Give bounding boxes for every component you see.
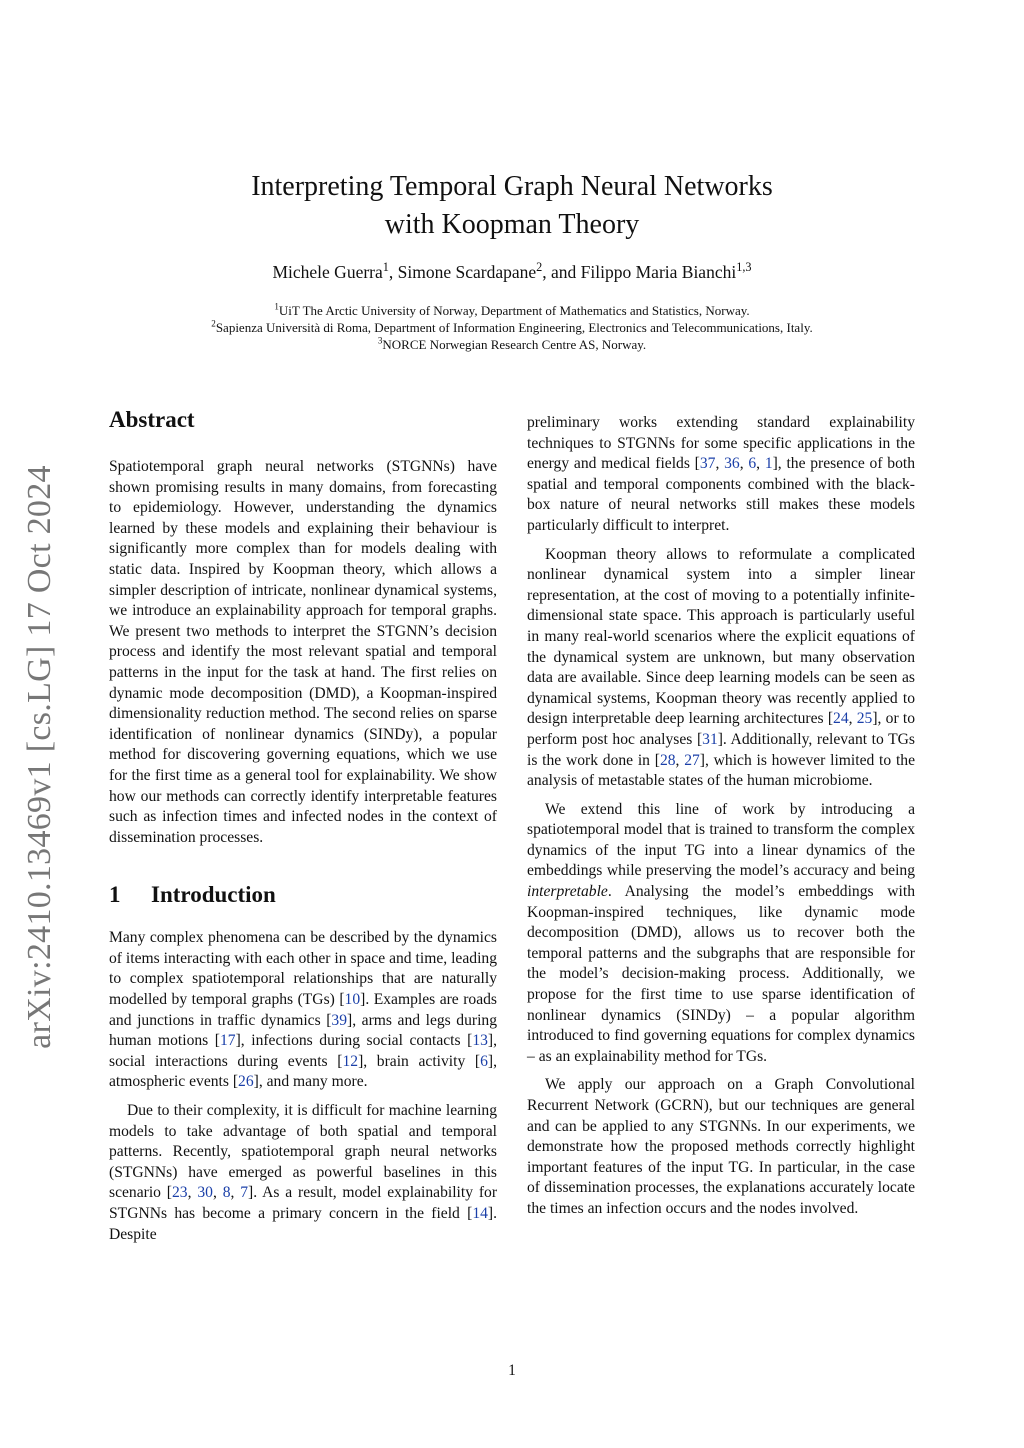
paper-title xyxy=(0,168,1024,244)
citation-link[interactable]: 14 xyxy=(472,1205,488,1222)
text-run: , xyxy=(756,455,765,473)
citation-link[interactable]: 27 xyxy=(684,751,700,769)
right-paragraph-2 xyxy=(527,545,915,792)
citation-link[interactable]: 23 xyxy=(172,1184,188,1202)
section-number: 1 xyxy=(109,882,121,908)
right-column xyxy=(527,413,915,1228)
author-name: Filippo Maria Bianchi xyxy=(580,262,737,282)
affil-text: Sapienza Università di Roma, Department of Information Engineering, Electronics and Telecommunications, Italy. xyxy=(215,320,813,335)
emphasis: interpretable xyxy=(527,883,608,901)
abstract-text: Spatiotemporal graph neural networks (STGNNs) have shown promising results in many domains, from forecasting to epidemiology. However, understanding the dynamics learned by these models and explaining their behaviour is significantly more complex than for models dealing with static data. Inspired by Koopman theory, which allows a simpler description of intricate, nonlinear dynamical systems, we introduce an explainability approach for temporal graphs. We present two methods to interpret the STGNN’s decision process and identify the most relevant spatial and temporal patterns in the input for the task at hand. The first relies on dynamic mode decomposition (DMD), a Koopman-inspired dimensionality reduction method. The second relies on sparse identification of nonlinear dynamics (SINDy), a popular method for discovering governing equations, which we use for the first time as a general tool for explainability. We show how our methods can correctly identify interpretable features such as infection times and infected nodes in the context of dissemination processes. xyxy=(109,458,497,846)
text-run: , xyxy=(230,1184,241,1202)
affil-text: NORCE Norwegian Research Centre AS, Norway. xyxy=(382,337,647,352)
section-heading-introduction xyxy=(109,880,497,910)
affiliations xyxy=(0,302,1024,353)
citation-link[interactable]: 39 xyxy=(331,1011,347,1029)
citation-link[interactable]: 6 xyxy=(748,455,757,473)
right-paragraph-3 xyxy=(527,800,915,1068)
text-run: ]. Examples are roads and junctions in traffic dynamics [ xyxy=(109,991,498,1029)
citation-link[interactable]: 8 xyxy=(222,1184,231,1202)
text-run: Many complex phenomena can be described by the dynamics of items interacting with each other in space and time, leading to complex spatiotemporal relationships that are naturally modelled by temporal graphs (TGs) [ xyxy=(109,929,497,1009)
citation-link[interactable]: 12 xyxy=(342,1052,359,1070)
text-run: ], infections during social contacts [ xyxy=(235,1032,473,1050)
text-run: ]. Despite xyxy=(109,1205,497,1243)
left-column xyxy=(109,405,497,1253)
citation-link[interactable]: 36 xyxy=(724,455,740,473)
affil-text: UiT The Arctic University of Norway, Department of Mathematics and Statistics, Norway. xyxy=(278,303,750,318)
affil-sup: 1 xyxy=(274,301,279,312)
citation-link[interactable]: 25 xyxy=(856,710,873,728)
text-run: ], or to perform post hoc analyses [ xyxy=(527,710,915,748)
text-run: , xyxy=(675,751,685,769)
author-affil-sup: 1,3 xyxy=(736,260,752,275)
text-run: , xyxy=(187,1184,198,1202)
citation-link[interactable]: 28 xyxy=(659,751,676,769)
citation-link[interactable]: 24 xyxy=(833,710,849,728)
title-line-1: Interpreting Temporal Graph Neural Networks xyxy=(251,171,773,202)
arxiv-id: arXiv:2410.13469v1 [cs.LG] 17 Oct 2024 xyxy=(21,465,58,1049)
text-run: ], the presence of both spatial and temporal components combined with the black-box nature of neural networks still makes these models particularly difficult to interpret. xyxy=(527,455,916,534)
right-paragraph-1 xyxy=(527,413,915,537)
text-run: , xyxy=(848,710,857,728)
author-name: Michele Guerra xyxy=(272,262,383,282)
citation-link[interactable]: 10 xyxy=(344,991,361,1009)
affiliation xyxy=(0,336,1024,353)
affiliation xyxy=(0,302,1024,319)
author-separator: , and xyxy=(542,262,581,282)
arxiv-sidebar-stamp xyxy=(10,457,70,1057)
citation-link[interactable]: 37 xyxy=(699,455,716,473)
page-number: 1 xyxy=(508,1362,516,1379)
abstract-heading: Abstract xyxy=(109,407,195,432)
text-run: ], and many more. xyxy=(253,1073,368,1091)
author-affil-sup: 1 xyxy=(382,260,389,275)
text-run: , xyxy=(212,1184,223,1202)
intro-paragraph-1 xyxy=(109,928,497,1093)
text-run: ]. Additionally, relevant to TGs is the work done in [ xyxy=(527,730,915,769)
title-line-2: with Koopman Theory xyxy=(384,209,640,240)
text-run: We apply our approach on a Graph Convolutional Recurrent Network (GCRN), but our techniques are general and can be applied to any STGNNs. In our experiments, we demonstrate how the proposed methods correctly highlight important features of the input TG. In particular, in the case of dissemination processes, the explanations accurately locate the times an infection occurs and the nodes involved. xyxy=(527,1076,915,1217)
text-run: , xyxy=(739,455,749,473)
text-run: . Analysing the model’s embeddings with Koopman-inspired techniques, like dynamic mode decomposition (DMD), allows us to recover both the temporal patterns and the subgraphs that are responsible for the model’s decision-making process. Additionally, we propose for the first time to use sparse identification of nonlinear dynamics (SINDy) – a popular algorithm introduced to find governing equations for complex dynamics – as an explainability method for TGs. xyxy=(527,883,915,1065)
affil-sup: 3 xyxy=(377,335,383,346)
text-run: ], brain activity [ xyxy=(358,1052,481,1070)
section-title: Introduction xyxy=(151,882,276,908)
text-run: Koopman theory allows to reformulate a complicated nonlinear dynamical system into a simpler linear representation, at the cost of moving to a potentially infinite-dimensional state space. This approach is particularly useful in many real-world scenarios where the explicit equations of the dynamical system are unknown, but many observation data are available. Since deep learning models can be seen as dynamical systems, Koopman theory was recently applied to design interpretable deep learning architectures [ xyxy=(527,545,915,728)
text-run: ], social interactions during events [ xyxy=(109,1032,497,1070)
author-separator: , xyxy=(388,262,398,282)
citation-link[interactable]: 31 xyxy=(702,730,718,748)
text-run: We extend this line of work by introducing a spatiotemporal model that is trained to transform the complex dynamics of the input TG into a linear dynamics of the embeddings while preserving the model’s accuracy and being xyxy=(527,800,915,880)
citation-link[interactable]: 13 xyxy=(472,1032,488,1050)
author-name: Simone Scardapane xyxy=(397,262,537,282)
text-run: , xyxy=(715,455,725,473)
citation-link[interactable]: 30 xyxy=(197,1184,213,1202)
citation-link[interactable]: 1 xyxy=(764,455,773,473)
text-run: ], atmospheric events [ xyxy=(109,1052,497,1091)
citation-link[interactable]: 6 xyxy=(480,1052,488,1070)
text-run: preliminary works extending standard explainability techniques to STGNNs for some specific applications in the energy and medical fields [ xyxy=(527,414,915,473)
text-run: ]. As a result, model explainability for STGNNs has become a primary concern in the field [ xyxy=(109,1184,498,1222)
citation-link[interactable]: 26 xyxy=(238,1073,254,1091)
text-run: Due to their complexity, it is difficult for machine learning models to take advantage of both spatial and temporal patterns. Recently, spatiotemporal graph neural networks (STGNNs) have emerged as powerful baselines in this scenario [ xyxy=(109,1102,497,1202)
author-list xyxy=(0,262,1024,283)
citation-link[interactable]: 17 xyxy=(220,1032,236,1050)
text-run: ], which is however limited to the analysis of metastable states of the human microbiome. xyxy=(527,751,915,790)
text-run: ], arms and legs during human motions [ xyxy=(109,1011,498,1050)
citation-link[interactable]: 7 xyxy=(240,1184,249,1202)
author-affil-sup: 2 xyxy=(536,260,543,275)
right-paragraph-4 xyxy=(527,1075,915,1219)
intro-paragraph-2 xyxy=(109,1101,497,1245)
affil-sup: 2 xyxy=(211,318,216,329)
affiliation xyxy=(0,319,1024,336)
